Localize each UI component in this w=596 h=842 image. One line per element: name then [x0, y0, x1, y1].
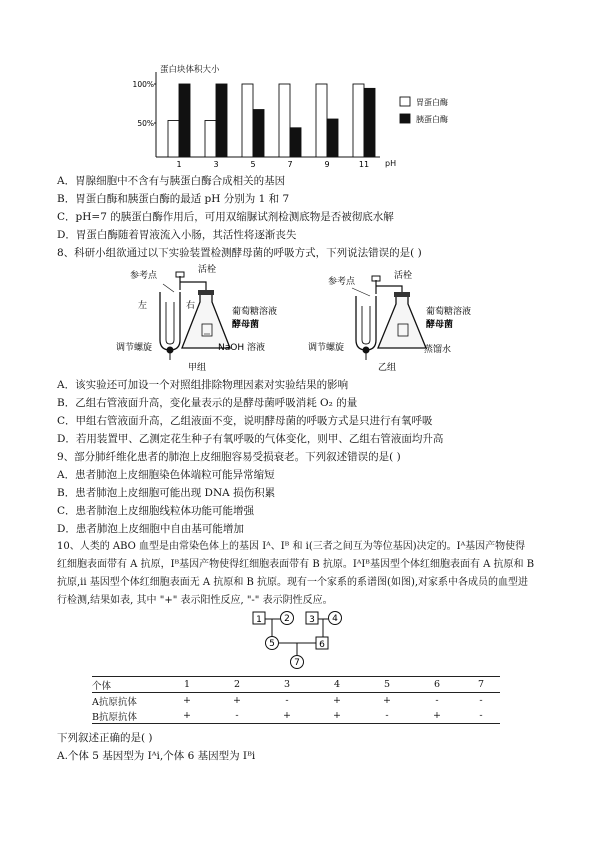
y-tick-50: 50%	[137, 119, 154, 128]
chart-xlabel: pH	[385, 159, 397, 168]
x-tick-label: 11	[358, 160, 370, 169]
q9-option-d: D．患者肺泡上皮细胞中自由基可能增加	[57, 523, 244, 535]
glucose-label: 葡萄糖溶液	[426, 307, 472, 317]
legend-label-pepsin: 胃蛋白酶	[416, 98, 448, 107]
group-jia-label: 甲组	[188, 363, 207, 373]
q8-option-d: D．若用装置甲、乙测定花生种子有氧呼吸的气体变化，则甲、乙组右管液面均升高	[57, 433, 444, 445]
q7-option-b: B．胃蛋白酶和胰蛋白酶的最适 pH 分别为 1 和 7	[57, 193, 290, 205]
bar-trypsin-ph9	[327, 119, 338, 157]
q9-stem: 9、部分肺纤维化患者的肺泡上皮细胞容易受损衰老。下列叙述错误的是( )	[57, 451, 401, 463]
group-yi-label: 乙组	[378, 363, 397, 373]
table-row: A抗原抗体 + + - + + - -	[92, 695, 483, 708]
svg-text:2: 2	[284, 614, 290, 624]
screw-label: 调节螺旋	[308, 343, 345, 353]
y-tick-100: 100%	[132, 80, 154, 89]
q8-option-c: C．甲组右管液面升高，乙组液面不变，说明酵母菌的呼吸方式是只进行有氧呼吸	[57, 415, 433, 427]
bar-pepsin-ph7	[279, 84, 290, 157]
q7-option-c: C．pH=7 的胰蛋白酶作用后，可用双缩脲试剂检测底物是否被彻底水解	[57, 211, 394, 223]
table-header-row: 个体 1 2 3 4 5 6 7	[92, 677, 500, 693]
ref-point-label: 参考点	[130, 271, 158, 281]
q10-stem-line-4: 行检测,结果如表, 其中 "+" 表示阳性反应, "-" 表示阴性反应。	[57, 595, 333, 606]
enzyme-bar-chart	[132, 60, 480, 172]
right-label: 右	[186, 301, 196, 311]
svg-text:5: 5	[269, 639, 275, 649]
q10-tail: 下列叙述正确的是( )	[57, 732, 153, 744]
left-label: 左	[138, 301, 148, 311]
svg-text:7: 7	[294, 658, 300, 668]
q9-option-b: B．患者肺泡上皮细胞可能出现 DNA 损伤积累	[57, 487, 276, 499]
q10-option-a: A.个体 5 基因型为 Iᴬi,个体 6 基因型为 Iᴮi	[57, 750, 256, 762]
bar-pepsin-ph11	[353, 84, 364, 157]
apparatus-jia	[108, 262, 298, 374]
bar-pepsin-ph1	[168, 121, 179, 158]
bar-pepsin-ph5	[242, 84, 253, 157]
bar-trypsin-ph7	[290, 128, 301, 157]
yeast-label: 酵母菌	[232, 320, 260, 330]
q7-option-a: A．胃腺细胞中不含有与胰蛋白酶合成相关的基因	[57, 175, 286, 187]
q9-option-a: A．患者肺泡上皮细胞染色体端粒可能异常缩短	[57, 469, 275, 481]
ref-point-label: 参考点	[328, 277, 356, 287]
x-tick-label: 9	[324, 160, 330, 169]
screw-label: 调节螺旋	[116, 343, 153, 353]
svg-text:6: 6	[319, 640, 325, 650]
bar-trypsin-ph1	[179, 84, 190, 157]
bar-pepsin-ph3	[205, 121, 216, 158]
apparatus-yi	[308, 262, 498, 374]
svg-text:1: 1	[256, 615, 262, 625]
q10-stem-line-1: 10、人类的 ABO 血型是由常染色体上的基因 Iᴬ、Iᴮ 和 i(三者之间互为等位基因)决定的。Iᴬ基因产物使得	[57, 541, 526, 552]
legend-swatch-trypsin	[400, 114, 410, 123]
chart-ylabel: 蛋白块体积大小	[160, 65, 220, 75]
bar-pepsin-ph9	[316, 84, 327, 157]
yeast-label: 酵母菌	[426, 320, 454, 330]
bar-trypsin-ph11	[364, 88, 375, 157]
x-tick-label: 7	[287, 160, 293, 169]
q7-option-d: D．胃蛋白酶随着胃液流入小肠，其活性将逐渐丧失	[57, 229, 297, 241]
svg-text:4: 4	[332, 614, 338, 624]
q8-option-a: A．该实验还可加设一个对照组排除物理因素对实验结果的影响	[57, 379, 349, 391]
water-label: 蒸馏水	[424, 345, 452, 355]
blood-test-table	[92, 676, 500, 724]
q10-stem-line-2: 红细胞表面带有 A 抗原，Iᴮ基因产物使得红细胞表面带有 B 抗原。IᴬIᴮ基因型个体红细胞表面有 A 抗原和 B	[57, 559, 535, 570]
q8-stem: 8、科研小组欲通过以下实验装置检测酵母菌的呼吸方式，下列说法错误的是( )	[57, 247, 422, 259]
legend-label-trypsin: 胰蛋白酶	[416, 115, 448, 124]
legend-swatch-pepsin	[400, 97, 410, 106]
bar-trypsin-ph5	[253, 110, 264, 157]
table-row: B抗原抗体 + - + + - + -	[92, 708, 500, 724]
svg-text:3: 3	[309, 615, 315, 625]
valve-label: 活栓	[198, 265, 217, 275]
glucose-label: 葡萄糖溶液	[232, 307, 278, 317]
q9-option-c: C．患者肺泡上皮细胞线粒体功能可能增强	[57, 505, 255, 517]
x-tick-label: 1	[176, 160, 182, 169]
valve-label: 活栓	[394, 271, 413, 281]
q10-stem-line-3: 抗原,ii 基因型个体红细胞表面无 A 抗原和 B 抗原。现有一个家系的系谱图(如图),对家系中各成员的血型进	[57, 577, 529, 588]
pedigree-chart	[248, 610, 352, 672]
x-tick-label: 3	[213, 160, 219, 169]
naoh-label: NaOH 溶液	[218, 343, 265, 353]
x-tick-label: 5	[250, 160, 256, 169]
bar-trypsin-ph3	[216, 84, 227, 157]
q8-option-b: B．乙组右管液面升高，变化量表示的是酵母菌呼吸消耗 O₂ 的量	[57, 397, 358, 409]
